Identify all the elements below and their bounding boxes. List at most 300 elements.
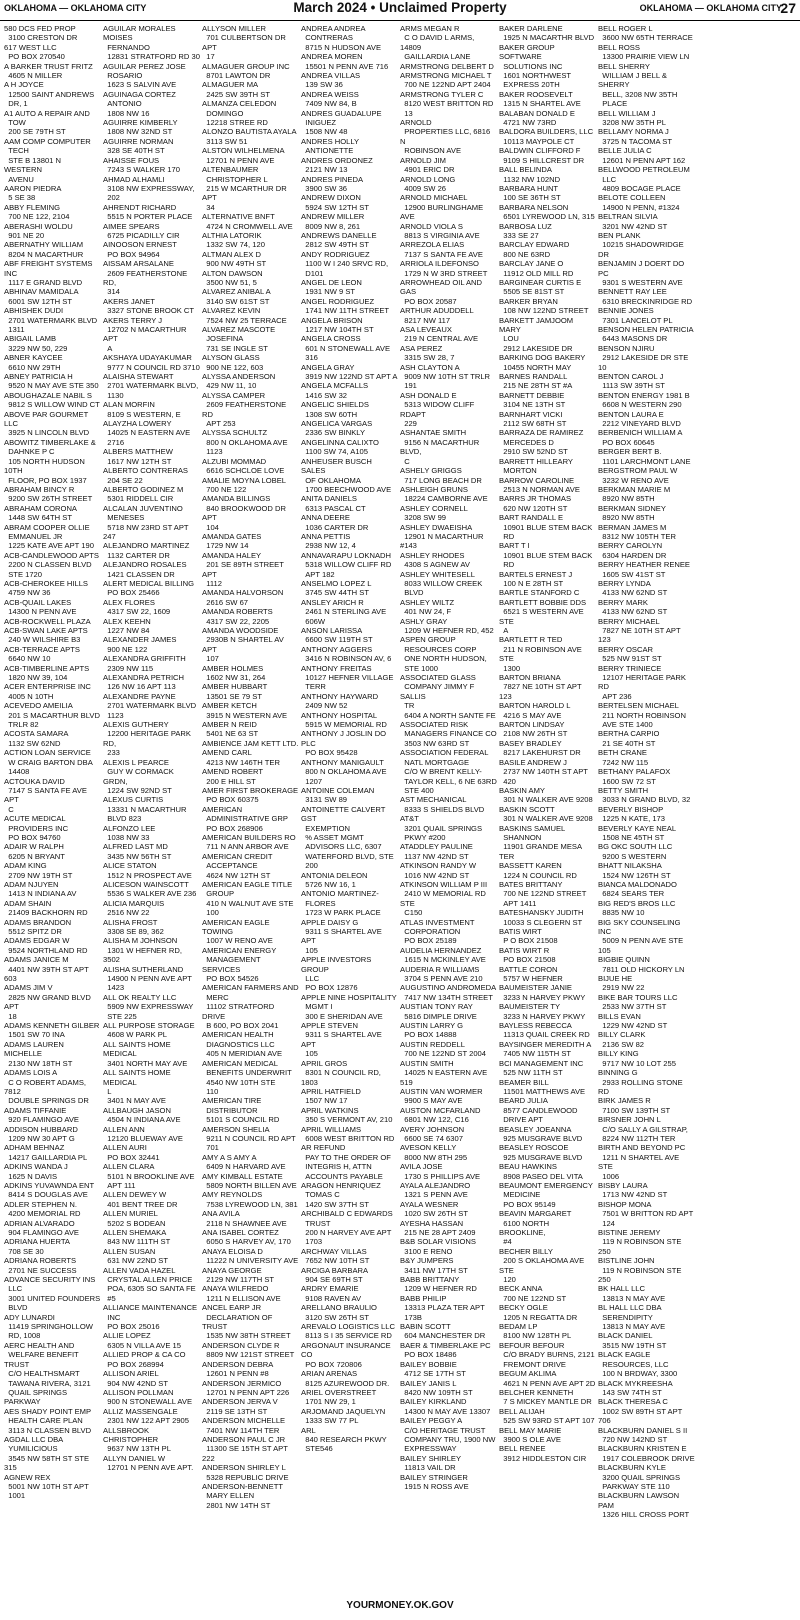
property-owner-entry: AVILA JOSE 1730 S PHILLIPS AVE bbox=[400, 1162, 481, 1181]
property-owner-entry: BENJAMIN J DOERT DO PC 9301 S WESTERN AVE bbox=[598, 259, 685, 287]
property-owner-entry: AGUILAR PEREZ JOSE ROSARIO 1623 S SALVIN AVE bbox=[103, 61, 186, 90]
property-owner-entry: ALLIANCE MAINTENANCE INC PO BOX 25016 bbox=[103, 1303, 198, 1332]
property-owner-entry: ANGELA GRAY 3919 NW 122ND ST APT A bbox=[301, 362, 398, 382]
property-owner-entry: ANDERSON DEBRA 12601 N PENN #8 bbox=[202, 1359, 274, 1379]
listing-column bbox=[103, 24, 202, 1594]
property-owner-entry: BELL RENEE 3912 HIDDLESTON CIR bbox=[499, 1444, 587, 1463]
property-owner-entry: A H JOYCE 12500 SAINT ANDREWS DR, 1 bbox=[4, 80, 95, 109]
property-owner-entry: ANGEL DE LEON 1931 NW 9 ST bbox=[301, 277, 362, 297]
property-owner-entry: BEFOUR BEFOUR C/O BRADY BURNS, 2121 FREMONT DRIVE bbox=[499, 1340, 595, 1369]
property-owner-entry: BAILEY SHIRLEY 11813 VAIL DR bbox=[400, 1453, 462, 1473]
property-owner-entry: ANDERSON CLYDE R 8809 NW 121ST STREET bbox=[202, 1340, 295, 1360]
property-owner-entry: AUGUSTINO ANDROMEDA 7417 NW 134TH STREET bbox=[400, 983, 497, 1002]
property-owner-entry: AKERS JANET 3327 STONE BROOK CT bbox=[103, 296, 195, 316]
property-owner-entry: BARCLAY JANE O 11912 OLD MILL RD bbox=[499, 259, 574, 278]
property-owner-entry: BABIN SCOTT 604 MANCHESTER DR bbox=[400, 1322, 486, 1341]
property-owner-entry: BELLWOOD PETROLEUM LLC 4809 BOCAGE PLACE bbox=[598, 165, 690, 193]
property-owner-entry: ALMANZA CELEDON DOMINGO 12218 STREE RD bbox=[202, 99, 277, 128]
property-owner-entry: AMANDA BILLINGS 840 BROOKWOOD DR APT 104 bbox=[202, 494, 286, 532]
property-owner-entry: APRIL WILLIAMS 6008 WEST BRITTON RD bbox=[301, 1124, 395, 1143]
property-owner-entry: AGUIRRE KIMBERLY 1808 NW 32ND ST bbox=[103, 118, 178, 137]
property-owner-entry: BG OKC SOUTH LLC 9200 S WESTERN bbox=[598, 842, 673, 861]
property-owner-entry: AERC HEALTH AND WELFARE BENEFIT TRUST C/O HEALTHSMART TAWANA RIVERA, 3121 QUAIL SPRINGS PARKWAY bbox=[4, 1340, 91, 1407]
property-owner-entry: ARELLANO BRAULIO 3120 SW 26TH ST bbox=[301, 1303, 377, 1322]
property-owner-entry: ACUTE MEDICAL PROVIDERS INC PO BOX 94760 bbox=[4, 814, 69, 842]
property-owner-entry: ANDRES GUADALUPE INIGUEZ 1508 NW 48 bbox=[301, 108, 382, 137]
property-owner-entry: AGNEW REX 5001 NW 10TH ST APT 1001 bbox=[4, 1472, 89, 1501]
property-owner-entry: AMER FIRST BROKERAGE PO BOX 60375 bbox=[202, 785, 299, 805]
property-owner-entry: ALEJANDRO ROSALES 1421 CLASSEN DR bbox=[103, 560, 187, 579]
property-owner-entry: ANDREA MOREN 15501 N PENN AVE 716 bbox=[301, 52, 389, 71]
property-owner-entry: BIGBIE QUINN 7811 OLD HICKORY LN bbox=[598, 955, 685, 974]
property-owner-entry: ANGELA MCFALLS 1416 SW 32 bbox=[301, 381, 369, 400]
property-owner-entry: ANAYA GEORGE 2129 NW 117TH ST bbox=[202, 1265, 275, 1285]
property-owner-entry: AMERICAN EAGLE TITLE GROUP 410 N WALNUT AVE STE 100 bbox=[202, 879, 294, 918]
property-owner-entry: ASH DONALD E 5313 WIDOW CLIFF RDAPT 229 bbox=[400, 390, 475, 429]
property-owner-entry: ANDERSON SHIRLEY L 5328 REPUBLIC DRIVE bbox=[202, 1463, 289, 1482]
property-owner-entry: ALONZO BAUTISTA AYALA 3113 SW 51 bbox=[202, 127, 297, 146]
property-owner-entry: BENNIE JONES 7301 LANCELOT PL bbox=[598, 306, 673, 325]
property-owner-entry: BARRAZA DE RAMIREZ MERCEDES D 2910 SW 52ND ST bbox=[499, 428, 584, 457]
property-owner-entry: ANGELIC SHIELDS 1308 SW 60TH bbox=[301, 400, 369, 419]
property-owner-entry: AMBIENCE JAM KETT LTD. bbox=[202, 738, 299, 748]
property-owner-entry: BLACKBURN LAWSON PAM 1326 HILL CROSS PORT bbox=[598, 1491, 690, 1520]
property-owner-entry: ALEXANDRA PETRICH 126 NW 16 APT 113 bbox=[103, 673, 185, 692]
property-owner-entry: BELL ALIJAH 525 SW 93RD ST APT 107 bbox=[499, 1406, 595, 1426]
property-owner-entry: BABB BRITTANY 1209 W HEFNER RD bbox=[400, 1275, 477, 1294]
property-owner-entry: ADAMS TIFFANIE 920 FLAMINGO AVE bbox=[4, 1105, 79, 1125]
property-owner-entry: ANGELICA VARGAS 2336 SW BINKLY bbox=[301, 419, 373, 438]
property-owner-entry: AVESON KELLY 8000 NW 8TH 295 bbox=[400, 1143, 468, 1162]
property-owner-entry: ALFONZO LEE 1038 NW 33 bbox=[103, 823, 156, 842]
property-owner-entry: AST MECHANICAL 8333 S SHIELDS BLVD bbox=[400, 795, 485, 814]
property-owner-entry: ANDREW DIXON 5924 SW 12TH ST bbox=[301, 193, 369, 212]
property-owner-entry: ANDREWS DANELLE 2812 SW 49TH ST bbox=[301, 230, 377, 250]
property-owner-entry: ACB-CANDLEWOOD APTS 2200 N CLASSEN BLVD STE 1720 bbox=[4, 550, 99, 579]
property-owner-entry: APRIL HATFIELD 1507 NW 17 bbox=[301, 1086, 361, 1106]
property-owner-entry: BATES BRITTANY 700 NE 122ND STREET APT 1411 bbox=[499, 879, 587, 908]
property-owner-entry: AMERSON SHELIA 9211 N COUNCIL RD APT 701 bbox=[202, 1124, 296, 1153]
property-owner-entry: A BARKER TRUST FRITZ 4605 N MILLER bbox=[4, 61, 93, 81]
property-owner-entry: BAILEY KIRKLAND 14300 N MAY AVE 13307 bbox=[400, 1397, 491, 1416]
property-owner-entry: ALLYN DANIEL W 12701 N PENN AVE APT. bbox=[103, 1453, 194, 1473]
property-owner-entry: ASH CLAYTON A 9009 NW 10TH ST TRLR 191 bbox=[400, 362, 491, 391]
property-owner-entry: AMANDA WOODSIDE 2930B N SHARTEL AV APT 107 bbox=[202, 626, 284, 664]
property-owner-entry: ALEXUS CURTIS 13331 N MACARTHUR BLVD 823 bbox=[103, 795, 187, 824]
property-owner-entry: BEAVIN MARGARET 6100 NORTH BROOKLINE, #4 bbox=[499, 1209, 572, 1247]
property-owner-entry: BARTON HAROLD L 4216 S MAY AVE bbox=[499, 701, 571, 720]
property-owner-entry: ALLYSON MILLER 701 CULBERTSON DR APT 17 bbox=[202, 24, 286, 62]
property-owner-entry: BARRETT HILLEARY MORTON bbox=[499, 456, 573, 476]
property-owner-entry: AVERY JOHNSON 6600 SE 74 6307 bbox=[400, 1124, 465, 1143]
property-owner-entry: AMERICAN FARMERS AND MERC 11102 STRATFORD DRIVE B 600, PO BOX 2041 bbox=[202, 983, 299, 1031]
property-owner-entry: BENTON ENERGY 1981 B 6608 N WESTERN 290 bbox=[598, 390, 690, 410]
property-owner-entry: BARNES RANDALL 215 NE 28TH ST #A bbox=[499, 372, 573, 391]
property-owner-entry: BENSON HELEN PATRICIA 6443 MASONS DR bbox=[598, 325, 694, 344]
property-owner-entry: ARGONAUT INSURANCE CO PO BOX 720806 bbox=[301, 1340, 391, 1369]
property-owner-entry: ABOUGHAZALE NABIL S 9812 S WILLOW WIND CT bbox=[4, 390, 100, 410]
property-owner-entry: ASSOCIATED GLASS COMPANY JIMMY F SALLIS TR 6404 A NORTH SANTE FE bbox=[400, 673, 496, 720]
property-owner-entry: ASSOCIATION FEDERAL NATL MORTGAGE C/O W BRENT KELLY- TAYLOR KELL, 6 NE 63RD STE 400 bbox=[400, 748, 497, 795]
property-owner-entry: AUSTON MCFARLAND 6801 NW 122, C16 bbox=[400, 1105, 481, 1125]
listing-column bbox=[400, 24, 499, 1594]
property-owner-entry: ASHELY GRIGGS 717 LONG BEACH DR bbox=[400, 466, 482, 485]
property-owner-entry: BERRY MICHAEL 7827 NE 10TH ST APT 123 bbox=[598, 616, 681, 645]
property-owner-entry: BEASLEY JOEANNA 925 MUSGRAVE BLVD bbox=[499, 1124, 583, 1143]
property-owner-entry: AISSAM ARSALANE 2609 FEATHERSTONE RD, 314 bbox=[103, 259, 188, 297]
property-owner-entry: BERRY MARK 4133 NW 62ND ST bbox=[598, 597, 668, 617]
property-owner-entry: ACTOUKA DAVID 7147 S SANTA FE AVE APT C bbox=[4, 776, 87, 814]
property-owner-entry: BETTY SMITH 3033 N GRAND BLVD, 32 bbox=[598, 785, 691, 805]
property-owner-entry: AMY A S AMY A 6409 N HARVARD AVE bbox=[202, 1152, 286, 1172]
property-owner-entry: ALL SAINTS HOME MEDICAL 3401 NORTH MAY AVE bbox=[103, 1039, 188, 1068]
property-owner-entry: BAKER GROUP SOFTWARE SOLUTIONS INC 1601 NORTHWEST EXPRESS 20TH bbox=[499, 42, 572, 90]
property-owner-entry: BERRY CAROLYN 6304 HARDEN DR bbox=[598, 541, 667, 560]
property-owner-entry: ANNA DEERE 1036 CARTER DR bbox=[301, 513, 369, 532]
property-owner-entry: BISHOP MONA 7501 W BRITTON RD APT 124 bbox=[598, 1199, 694, 1228]
property-owner-entry: ALLISON POLLMAN 900 N STONEWALL AVE bbox=[103, 1387, 193, 1407]
property-owner-entry: BEARD JULIA 8577 CANDLEWOOD DRIVE APT bbox=[499, 1096, 578, 1125]
property-owner-entry: ADAM NJUYEN 1413 N INDIANA AV bbox=[4, 879, 77, 899]
property-owner-entry: ADKINS WANDA J 1625 N DAVIS bbox=[4, 1162, 68, 1181]
property-owner-entry: BAILEY STRINGER 1915 N ROSS AVE bbox=[400, 1472, 469, 1491]
property-owner-entry: ALISHA SUTHERLAND 14900 N PENN AVE APT 1423 bbox=[103, 964, 192, 993]
property-owner-entry: AHRENDT RICHARD 5515 N PORTER PLACE bbox=[103, 202, 193, 222]
property-owner-entry: AUDERIA R WILLIAMS 3704 S PENN AVE 210 bbox=[400, 964, 483, 984]
property-owner-entry: BARBOSA LUZ 333 SE 27 bbox=[499, 221, 552, 240]
listing-column bbox=[598, 24, 697, 1594]
property-owner-entry: BENTON LAURA E 2212 VINEYARD BLVD bbox=[598, 409, 681, 429]
property-owner-entry: BERGSTROM PAUL W 3232 W RENO AVE bbox=[598, 466, 678, 485]
property-owner-entry: ANTONIA DELEON 5726 NW 16, 1 bbox=[301, 870, 368, 889]
property-owner-entry: ANDREA WEISS 7409 NW 84, B bbox=[301, 89, 359, 109]
property-owner-entry: AARON PIEDRA 5 SE 38 bbox=[4, 183, 62, 203]
property-owner-entry: AUSTIN LARRY G PO BOX 14888 bbox=[400, 1021, 464, 1040]
property-owner-entry: ABRAM COOPER OLLIE EMMANUEL JR 1225 KATE AVE APT 190 bbox=[4, 522, 94, 551]
property-owner-entry: ASHLEY RHODES 4308 S AGNEW AV bbox=[400, 550, 470, 570]
property-owner-entry: ALAYZHA LOWERY 14025 N EASTERN AVE 2716 bbox=[103, 419, 191, 447]
property-owner-entry: ADKINS YUVAWNDA ENT 8414 S DOUGLAS AVE bbox=[4, 1180, 95, 1200]
page-title: March 2024 • Unclaimed Property bbox=[293, 0, 507, 15]
property-owner-entry: BELLAMY NORMA J 3725 N TACOMA ST bbox=[598, 127, 673, 146]
property-owner-entry: BLACKBURN DANIEL S II 720 NW 142ND ST bbox=[598, 1425, 688, 1444]
property-owner-entry: ARDRY EMARIE 9108 RAVEN AV bbox=[301, 1284, 362, 1303]
property-owner-entry: ANGELA CROSS 601 N STONEWALL AVE 316 bbox=[301, 334, 391, 363]
property-owner-entry: BASSETT KAREN 1224 N COUNCIL RD bbox=[499, 861, 577, 880]
property-owner-entry: ALTENBAUMER CHRISTOPHER L 215 W MCARTHUR DR APT 34 bbox=[202, 165, 287, 212]
property-owner-entry: ALICE STATON 1512 N PROSPECT AVE bbox=[103, 861, 192, 880]
property-owner-entry: BARKING DOG BAKERY 10455 NORTH MAY bbox=[499, 353, 586, 372]
property-owner-entry: ALTMAN ALEX D 900 NW 49TH ST bbox=[202, 249, 267, 269]
property-owner-entry: AGUIRRE NORMAN 328 SE 40TH ST bbox=[103, 136, 174, 156]
property-owner-entry: AHAISSE FOUS 7243 S WALKER 170 bbox=[103, 155, 180, 175]
property-owner-entry: AMANDA HALVORSON 2616 SW 67 bbox=[202, 588, 284, 607]
property-owner-entry: ALLEN AURI PO BOX 32441 bbox=[103, 1143, 160, 1162]
property-owner-entry: ALLIED PROP & CA CO PO BOX 268994 bbox=[103, 1350, 186, 1369]
property-owner-entry: ANTOINETTE CALVERT GST EXEMPTION % ASSET MGMT ADVISORS LLC, 6307 WATERFORD BLVD, STE 200 bbox=[301, 804, 394, 871]
property-owner-entry: ABOVE PAR GOURMET LLC 3925 N LINCOLN BLVD bbox=[4, 409, 90, 438]
property-owner-entry: BARBARA NELSON 6501 LYREWOOD LN, 315 bbox=[499, 202, 595, 222]
property-owner-entry: ANGELINNA CALIXTO 1100 SW 74, A105 bbox=[301, 437, 379, 457]
property-owner-entry: BEVERLY BISHOP 1225 N KATE, 173 bbox=[598, 804, 665, 824]
property-owner-entry: BART RANDALL E 10901 BLUE STEM BACK RD bbox=[499, 513, 593, 541]
property-owner-entry: ADAMS JIM V 2825 NW GRAND BLVD APT 18 bbox=[4, 983, 91, 1021]
property-owner-entry: BILLS EVAN 1229 NW 42ND ST bbox=[598, 1011, 668, 1031]
property-owner-entry: BARROW CAROLINE 2513 N NORMAN AVE bbox=[499, 475, 580, 494]
property-owner-entry: ASA PEREZ 3315 SW 28, 7 bbox=[400, 343, 455, 363]
property-owner-entry: ANDREA ANDREA CONTRERAS 8715 N HUDSON AVE bbox=[301, 24, 382, 52]
property-owner-entry: BIANCA MALDONADO 6824 SEARS TER bbox=[598, 879, 677, 899]
property-owner-entry: AMERICAN BUILDERS RO 711 N ANN ARBOR AVE bbox=[202, 832, 296, 852]
property-owner-entry: AGDAL LLC DBA YUMILICIOUS 3545 NW 58TH ST STE 315 bbox=[4, 1434, 90, 1473]
property-owner-entry: ALEJANDRO MARTINEZ 1132 CARTER DR bbox=[103, 541, 190, 560]
property-owner-entry: BASKIN SCOTT 301 N WALKER AVE 9208 bbox=[499, 804, 593, 824]
property-owner-entry: BIKE BAR TOURS LLC 2533 NW 37TH ST bbox=[598, 992, 678, 1012]
property-owner-entry: BERRY TRINIECE 12107 HERITAGE PARK RD APT 236 bbox=[598, 663, 686, 701]
property-owner-entry: BLACK THERESA C 1002 SW 89TH ST APT 706 bbox=[598, 1397, 683, 1426]
property-owner-entry: BISTINE JEREMY 119 N ROBINSON STE 250 bbox=[598, 1228, 682, 1256]
property-owner-entry: BELL WILLIAM J 3208 NW 35TH PL bbox=[598, 108, 666, 128]
property-owner-entry: ABERNATHY WILLIAM 8204 N MACARTHUR bbox=[4, 240, 84, 259]
property-owner-entry: AMERICAN MEDICAL BENEFITS UNDERWRIT 4540 NW 10TH STE 110 bbox=[202, 1058, 292, 1096]
property-owner-entry: ALLISON ARIEL 904 NW 42ND ST bbox=[103, 1369, 169, 1388]
property-owner-entry: ALVAREZ MASCOTE JOSEFINA 731 SE INGLE ST bbox=[202, 325, 276, 353]
property-owner-entry: B&B SOLAR VISIONS 3100 E RENO bbox=[400, 1237, 476, 1256]
property-owner-entry: ATADDLEY PAULINE 1137 NW 42ND ST bbox=[400, 842, 473, 861]
property-owner-entry: BATTLE CORON 5757 W HEFNER bbox=[499, 964, 563, 984]
property-owner-entry: ADDISON HUBBARD 1209 NW 30 APT G bbox=[4, 1124, 78, 1143]
property-owner-entry: BAUMEISTER JANIE 3233 N HARVEY PKWY bbox=[499, 983, 586, 1002]
property-owner-entry: AREVALO LOGISTICS LLC 8113 S I 35 SERVICE RD bbox=[301, 1322, 395, 1341]
property-owner-entry: BASEY BRADLEY 8217 LAKEHURST DR bbox=[499, 738, 581, 758]
property-owner-entry: ANITA DANIELS 6313 PASCAL CT bbox=[301, 494, 366, 513]
property-owner-entry: BARNHART VICKI 2112 SW 68TH ST bbox=[499, 409, 567, 429]
property-owner-entry: ANDY RODRIGUEZ 1100 W I 240 SRVC RD, D101 bbox=[301, 249, 389, 278]
property-owner-entry: ARMS MEGAN R C O DAVID L ARMS, 14809 GAILLARDIA LANE bbox=[400, 24, 475, 62]
property-owner-entry: ADHAM BEHNAZ 14217 GAILLARDIA PL bbox=[4, 1143, 88, 1162]
property-owner-entry: ALEXANDRE PAYNE 2701 WATERMARK BLVD 1123 bbox=[103, 691, 197, 720]
property-owner-entry: ATLAS INVESTMENT CORPORATION PO BOX 25189 bbox=[400, 917, 475, 946]
property-owner-entry: ALLEN DEWEY W 401 BENT TREE DR bbox=[103, 1190, 178, 1209]
property-owner-entry: BEN PLANK 10215 SHADOWRIDGE DR bbox=[598, 230, 684, 259]
property-owner-entry: 617 WEST LLC PO BOX 270540 bbox=[4, 42, 65, 62]
property-owner-entry: ARIEL OVERSTREET 1701 NW 29, 1 bbox=[301, 1387, 377, 1407]
property-owner-entry: ACER ENTERPRISE INC 4005 N 10TH bbox=[4, 682, 91, 701]
property-owner-entry: BLACKBURN KRISTEN E 1917 COLEBROOK DRIVE bbox=[598, 1444, 695, 1463]
property-owner-entry: ANNA PETTIS 2938 NW 12, 4 bbox=[301, 531, 356, 551]
property-owner-entry: BARCLAY EDWARD 800 NE 63RD bbox=[499, 240, 570, 259]
property-owner-entry: BIRTH AND BEYOND PC 1211 N SHARTEL AVE STE 1006 bbox=[598, 1143, 686, 1181]
property-owner-entry: ARMSTRONG DELBERT D bbox=[400, 61, 494, 71]
property-owner-entry: AUSTIN VAN WORMER 9900 S MAY AVE bbox=[400, 1086, 483, 1106]
property-owner-entry: ANTHONY FREITAS 10127 HEFNER VILLAGE TERR bbox=[301, 663, 394, 692]
property-owner-entry: ARL 840 RESEARCH PKWY STE546 bbox=[301, 1425, 387, 1454]
property-owner-entry: AKERS TERRY J 12702 N MACARTHUR APT A bbox=[103, 315, 187, 353]
property-owner-entry: ALICIA MARQUIS 2516 NW 22 bbox=[103, 898, 165, 918]
property-owner-entry: ALLEN ANN 12120 BLUEWAY AVE bbox=[103, 1124, 183, 1143]
property-owner-entry: BIRSNER JOHN L C/O SALLY A GILSTRAP, 8224 NW 112TH TER bbox=[598, 1115, 688, 1143]
property-owner-entry: ARCIGA BARBARA 904 SE 69TH ST bbox=[301, 1265, 369, 1285]
property-owner-entry: ACB-CHEROKEE HILLS 4759 NW 36 bbox=[4, 578, 88, 598]
property-owner-entry: ALVAREZ KEVIN 7524 NW 25 TERRACE bbox=[202, 306, 287, 325]
property-owner-entry: ARREZOLA ELIAS 7137 S SANTA FE AVE bbox=[400, 240, 483, 259]
property-owner-entry: ADAMS JANICE M 4401 NW 39TH ST APT 603 bbox=[4, 955, 89, 984]
property-owner-entry: BEAU HAWKINS 8908 PASEO DEL VITA bbox=[499, 1162, 583, 1181]
property-owner-entry: ADAMS KENNETH GILBER 1501 SW 70 INA bbox=[4, 1021, 100, 1040]
property-owner-entry: BAER & TIMBERLAKE PC PO BOX 18486 bbox=[400, 1340, 491, 1360]
property-owner-entry: ALL OK REALTY LLC 5909 NW EXPRESSWAY STE 225 bbox=[103, 992, 194, 1021]
property-owner-entry: 580 DCS FED PROP 3100 CRESTON DR bbox=[4, 24, 78, 43]
property-owner-entry: BARBARA HUNT 100 SE 36TH ST bbox=[499, 183, 561, 203]
property-owner-entry: ASHLEY WHITESELL 8033 WILLOW CREEK BLVD bbox=[400, 569, 483, 598]
property-owner-entry: ACB-ROCKWELL PLAZA bbox=[4, 616, 91, 626]
property-owner-entry: BALABAN DONALD E 4721 NW 73RD bbox=[499, 108, 575, 128]
property-owner-entry: ANDERSON PAUL C JR 11300 SE 15TH ST APT 222 bbox=[202, 1434, 288, 1463]
property-owner-entry: APPLE NINE HOSPITALITY MGMT I 300 E SHERIDAN AVE bbox=[301, 992, 397, 1021]
property-owner-entry: BAILEY PEGGY A C/O HERITAGE TRUST COMPANY TRU, 1900 NW EXPRESSWAY bbox=[400, 1416, 496, 1454]
property-owner-entry: ALVAREZ ANIBAL A 3140 SW 61ST ST bbox=[202, 287, 271, 306]
property-owner-entry: ADY LUNARDI 11419 SPRINGHOLLOW RD, 1008 bbox=[4, 1312, 93, 1341]
property-owner-entry: A1 AUTO A REPAIR AND TOW 200 SE 79TH ST bbox=[4, 108, 90, 137]
property-owner-entry: BECKY OGLE 1205 N REGATTA DR bbox=[499, 1303, 578, 1322]
property-owner-entry: ADAM KING 2709 NW 19TH ST bbox=[4, 861, 73, 880]
property-owner-entry: AMBER HOLMES 1602 NW 31, 264 bbox=[202, 663, 266, 683]
page-number: 27 bbox=[780, 0, 796, 16]
property-owner-entry: BHATT NILAKSHA 1524 NW 126TH ST bbox=[598, 861, 671, 880]
property-owner-entry: ABIGAIL LAMB 3229 NW 50, 229 bbox=[4, 334, 68, 353]
property-owner-entry: ALYSON GLASS 900 NE 122, 603 bbox=[202, 353, 264, 372]
property-owner-entry: ARCHWAY VILLAS 7652 NW 10TH ST bbox=[301, 1246, 370, 1266]
property-owner-entry: ALTHIA LATORIK 1332 SW 74, 120 bbox=[202, 230, 265, 250]
property-owner-entry: ANA ISABEL CORTEZ 6050 S HARVEY AV, 170 bbox=[202, 1228, 291, 1247]
property-owner-entry: ADAM SHAIN 21409 BACKHORN RD bbox=[4, 898, 88, 918]
property-owner-entry: ANDERSON MICHELLE 7401 NW 114TH TER bbox=[202, 1416, 286, 1435]
property-owner-entry: BATIS WIRT R PO BOX 21508 bbox=[499, 945, 556, 965]
property-owner-entry: BELL MAY MARIE 3900 S OLE AVE bbox=[499, 1425, 562, 1444]
property-owner-entry: ARMSTRONG TYLER C 8120 WEST BRITTON RD 13 bbox=[400, 89, 494, 118]
property-owner-entry: ADVANCE SECURITY INS LLC 3001 UNITED FOUNDERS BLVD bbox=[4, 1275, 101, 1313]
property-owner-entry: ARAGON HENRIQUEZ TOMAS C 1420 SW 37TH ST bbox=[301, 1180, 381, 1209]
property-owner-entry: ABNER KAYCEE 6610 NW 29TH bbox=[4, 353, 63, 372]
property-owner-entry: ALLEN SUSAN 631 NW 22ND ST bbox=[103, 1246, 169, 1266]
property-owner-entry: BLACK DANIEL 3515 NW 19TH ST bbox=[598, 1331, 667, 1350]
property-owner-entry: AMERICAN TIRE DISTRIBUTOR 5101 S COUNCIL RD bbox=[202, 1096, 280, 1125]
property-owner-entry: BERRY OSCAR 525 NW 91ST ST bbox=[598, 644, 662, 664]
property-owner-entry: AHMAD ALHAMLI 3108 NW EXPRESSWAY, 202 bbox=[103, 174, 195, 203]
property-owner-entry: ALBERS MATTHEW 1617 NW 12TH ST bbox=[103, 447, 173, 466]
property-owner-entry: ALEXIS GUTHERY 12200 HERITAGE PARK RD, 233 bbox=[103, 720, 191, 758]
property-owner-entry: ALTERNATIVE BNFT 4724 N CROMWELL AVE bbox=[202, 212, 293, 231]
property-owner-entry: ARIAN ARENAS 8125 AZUREWOOD DR. bbox=[301, 1369, 390, 1388]
property-owner-entry: BERBENICH WILLIAM A PO BOX 60645 bbox=[598, 428, 683, 447]
property-owner-entry: BERGER BERT B. 1101 LARCHMONT LANE bbox=[598, 447, 691, 466]
property-owner-entry: BILLY CLARK 2136 SW 82 bbox=[598, 1030, 646, 1049]
listing-column bbox=[202, 24, 301, 1594]
property-owner-entry: ASHLEY WILTZ 401 NW 24, F bbox=[400, 597, 455, 617]
property-owner-entry: BAYLESS REBECCA 11313 QUAIL CREEK RD bbox=[499, 1021, 590, 1040]
property-owner-entry: BARTLE STANFORD C bbox=[499, 588, 580, 598]
property-owner-entry: ADLER STEPHEN N. 4200 MEMORIAL RD bbox=[4, 1199, 81, 1219]
property-owner-entry: BLACK EAGLE RESOURCES, LLC 100 N BRDWAY, 3300 bbox=[598, 1350, 678, 1379]
property-owner-entry: BAILEY JANIS L 8420 NW 109TH ST bbox=[400, 1378, 473, 1397]
property-owner-entry: ARNOLD PROPERTIES LLC, 6816 N ROBINSON AVE bbox=[400, 118, 491, 156]
property-owner-entry: ANTONIO MARTINEZ- FLORES 1723 W PARK PLACE bbox=[301, 889, 381, 918]
property-owner-entry: ARNOLD LONG 4009 SW 26 bbox=[400, 174, 456, 193]
property-owner-entry: ALEXANDER JAMES 900 NE 122 bbox=[103, 635, 177, 654]
property-owner-entry: B&Y JUMPERS 3411 NW 17TH ST bbox=[400, 1256, 468, 1275]
property-owner-entry: BELCHER KENNETH 7 S MICKEY MANTLE DR bbox=[499, 1387, 592, 1407]
property-owner-entry: ANDREA VILLAS 139 SW 36 bbox=[301, 71, 361, 90]
property-owner-entry: BARTLETT R TED 211 N ROBINSON AVE STE 1300 bbox=[499, 635, 582, 673]
property-owner-entry: BELOTE COLLEEN 14900 N PENN, #1324 bbox=[598, 193, 680, 212]
property-owner-entry: ALYSSA SCHULTZ 800 N OKLAHOMA AVE 1123 bbox=[202, 428, 288, 457]
property-owner-entry: BAYSINGER MEREDITH A 7405 NW 115TH ST bbox=[499, 1039, 592, 1059]
property-owner-entry: AGUILAR MORALES MOISES FERNANDO 12831 STRATFORD RD 30 bbox=[103, 24, 200, 62]
property-owner-entry: AMERICAN CREDIT ACCEPTANCE 4624 NW 12TH ST bbox=[202, 851, 273, 880]
property-owner-entry: BASKIN AMY 301 N WALKER AVE 9208 bbox=[499, 785, 593, 805]
property-owner-entry: BEGUM AKLIMA 4621 N PENN AVE APT 2D bbox=[499, 1369, 596, 1388]
property-owner-entry: ADAMS LOIS A C O ROBERT ADAMS, 7812 DOUBLE SPRINGS DR bbox=[4, 1068, 89, 1106]
property-owner-entry: ATKINSON RANDY W 1016 NW 42ND ST bbox=[400, 861, 477, 880]
property-owner-entry: BK HALL LLC 13813 N MAY AVE bbox=[598, 1284, 666, 1303]
property-owner-entry: BCI MANAGEMENT INC 525 NW 11TH ST bbox=[499, 1058, 584, 1078]
property-owner-entry: BILLY KING 9717 NW 10 LOT 255 bbox=[598, 1049, 676, 1068]
property-owner-entry: AUSTIN REDDELL 700 NE 122ND ST 2004 bbox=[400, 1039, 486, 1059]
property-owner-entry: AUDELIA HERNANDEZ 1615 N MCKINLEY AVE bbox=[400, 945, 486, 965]
property-owner-entry: BELTRAN SILVIA 3201 NW 42ND ST bbox=[598, 212, 668, 231]
property-owner-entry: ALLBAUGH JASON 4504 N INDIANA AVE bbox=[103, 1105, 181, 1125]
property-owner-entry: AUSTIAN TONY RAY 5816 DIMPLE DRIVE bbox=[400, 1002, 477, 1021]
property-owner-entry: ALLEN SHEMAKA 843 NW 111TH ST bbox=[103, 1228, 171, 1247]
property-owner-entry: ALBERTO GODINEZ M 5301 RIDDELL CIR bbox=[103, 484, 184, 504]
property-owner-entry: ALLIZ MASSENGALE 2301 NW 122 APT 2905 bbox=[103, 1406, 189, 1426]
property-owner-entry: AAM COMP COMPUTER TECH STE B 13801 N WESTERN AVENU bbox=[4, 136, 91, 184]
property-owner-entry: BARKETT JAMJOOM MARY LOU 2912 LAKESIDE DR bbox=[499, 315, 574, 353]
property-owner-entry: ADRIANA HUERTA 708 SE 30 bbox=[4, 1237, 70, 1256]
property-owner-entry: ALBERTO CONTRERAS 204 SE 22 bbox=[103, 466, 188, 485]
property-owner-entry: ANAYA WILFREDO 1211 N ELLISON AVE bbox=[202, 1284, 281, 1303]
listing-column bbox=[499, 24, 598, 1594]
property-owner-entry: BAKER DARLENE 1925 N MACARTHR BLVD bbox=[499, 24, 595, 43]
property-owner-entry: AYALA WESNER 1020 SW 26TH ST bbox=[400, 1199, 468, 1219]
property-owner-entry: BARKER BRYAN 108 NW 122ND STREET bbox=[499, 296, 589, 316]
property-owner-entry: ALLIE LOPEZ 6305 N VILLA AVE 15 bbox=[103, 1331, 181, 1350]
property-owner-entry: BENNETT RAY LEE 6310 BRECKINRIDGE RD bbox=[598, 287, 693, 306]
listing-column bbox=[301, 24, 400, 1594]
property-owner-entry: ANSELMO LOPEZ L 3745 SW 44TH ST bbox=[301, 578, 372, 598]
property-owner-entry: BEASLEY ROSCOE 925 MUSGRAVE BLVD bbox=[499, 1143, 583, 1162]
property-owner-entry: BALL BELINDA 1132 NW 102ND bbox=[499, 165, 561, 184]
property-owner-entry: ASHANTAE SMITH 9156 N MACARTHUR BLVD, C bbox=[400, 428, 480, 466]
property-owner-entry: ANCEL EARP JR DECLARATION OF TRUST 1535 NW 38TH STREET bbox=[202, 1303, 291, 1341]
property-owner-entry: ANDERSON JERMICO 12701 N PENN APT 226 bbox=[202, 1378, 290, 1397]
property-owner-entry: AMALIE MOYNA LOBEL 700 NE 122 bbox=[202, 475, 286, 494]
footer-url[interactable]: YOURMONEY.OK.GOV bbox=[346, 1600, 454, 1611]
property-owner-entry: BAUMEISTER TY 3233 N HARVEY PKWY bbox=[499, 1002, 586, 1021]
property-owner-entry: ALAN MORFIN 8109 S WESTERN, E bbox=[103, 400, 181, 419]
property-owner-entry: ABRAHAM CORONA 1448 SW 64TH ST bbox=[4, 503, 77, 523]
property-owner-entry: ACEVEDO AMEILIA 201 S MACARTHUR BLVD TRLR 82 bbox=[4, 701, 100, 730]
property-owner-entry: ASHLEIGH GRUNS 18224 CAMBORNE AVE bbox=[400, 484, 488, 504]
property-owner-entry: ACOSTA SAMARA 1132 SW 62ND bbox=[4, 729, 69, 748]
property-owner-entry: BERKMAN MARIE M 8920 NW 85TH bbox=[598, 484, 671, 504]
property-owner-entry: ARCHIBALD C EDWARDS TRUST 200 N HARVEY AVE APT 1703 bbox=[301, 1209, 393, 1247]
property-owner-entry: ANDERSON JERVA V 2119 SE 13TH ST bbox=[202, 1397, 278, 1416]
property-owner-entry: ACB-TERRACE APTS 6640 NW 10 bbox=[4, 644, 80, 664]
property-owner-entry: ALYSSA CAMPER 2609 FEATHERSTONE RD APT 253 bbox=[202, 390, 287, 429]
property-owner-entry: ABNEY PATRICIA H 9520 N MAY AVE STE 350 bbox=[4, 372, 99, 391]
property-owner-entry: ASHLEY CORNELL 3208 SW 99 bbox=[400, 503, 468, 523]
